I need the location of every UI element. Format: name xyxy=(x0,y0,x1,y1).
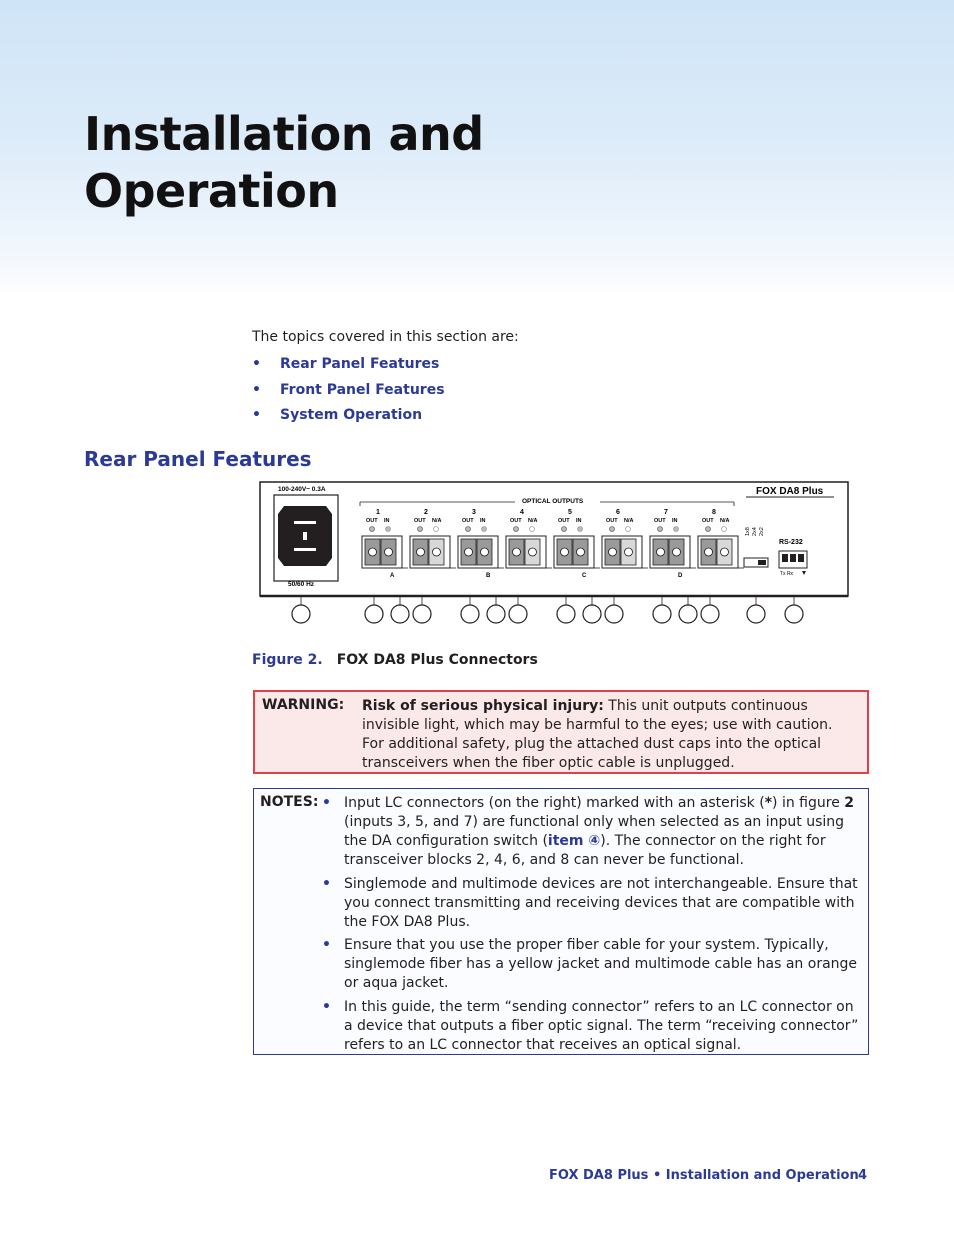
port-label-in: IN xyxy=(480,518,486,524)
callout-circle xyxy=(701,605,719,623)
led-icon xyxy=(418,527,423,532)
switch-label-2x2: 2x2 xyxy=(759,527,765,536)
lc-port-icon xyxy=(561,548,569,556)
item-4-link[interactable]: item ④ xyxy=(547,833,601,849)
callout-circle xyxy=(391,605,409,623)
callout-circle xyxy=(557,605,575,623)
led-icon xyxy=(674,527,679,532)
pair-letter: D xyxy=(678,573,683,579)
callout-circle xyxy=(653,605,671,623)
rear-panel-figure xyxy=(250,476,852,626)
figure-caption xyxy=(252,652,538,668)
warning-box xyxy=(253,690,869,774)
callout-circle xyxy=(365,605,383,623)
lc-port-icon xyxy=(705,548,713,556)
footer-title: FOX DA8 Plus • Installation and Operation xyxy=(549,1168,859,1183)
port-label-out: OUT xyxy=(510,518,522,524)
lc-port-icon xyxy=(369,548,377,556)
optical-outputs-label: OPTICAL OUTPUTS xyxy=(522,498,584,505)
port-label-in: N/A xyxy=(432,518,442,524)
lc-port-icon xyxy=(513,548,521,556)
port-label-in: N/A xyxy=(624,518,634,524)
callout-circle xyxy=(679,605,697,623)
topic-link-front-panel[interactable]: • Front Panel Features xyxy=(252,381,445,398)
notes-label: NOTES: xyxy=(260,794,319,810)
lc-port-icon xyxy=(625,548,633,556)
port-number: 3 xyxy=(472,509,476,516)
warning-text: Risk of serious physical injury: This unit outputs continuous invisible light, which may be harmful to the eyes; use with caution. For additional safety, plug the attached dust caps into the optical transceivers when the fiber optic cable is unplugged. xyxy=(362,698,833,771)
callouts xyxy=(292,596,803,623)
port-number: 2 xyxy=(424,509,428,516)
port-label-in: IN xyxy=(672,518,678,524)
intro-text: The topics covered in this section are: xyxy=(252,329,519,345)
txrx-label: Tx Rx xyxy=(780,571,794,577)
section-title: Rear Panel Features xyxy=(84,447,312,471)
led-icon xyxy=(530,527,535,532)
page-title-line2: Operation xyxy=(84,164,339,218)
port-number: 6 xyxy=(616,509,620,516)
port-label-out: OUT xyxy=(558,518,570,524)
port-number: 7 xyxy=(664,509,668,516)
callout-circle xyxy=(785,605,803,623)
power-rating-label: 100-240V~ 0.3A xyxy=(278,486,326,493)
lc-port-icon xyxy=(433,548,441,556)
led-icon xyxy=(610,527,615,532)
lc-port-icon xyxy=(657,548,665,556)
switch-label-1x8: 1x8 xyxy=(745,527,751,536)
led-icon xyxy=(434,527,439,532)
port-label-in: N/A xyxy=(720,518,730,524)
led-icon xyxy=(578,527,583,532)
lc-port-icon xyxy=(481,548,489,556)
led-icon xyxy=(482,527,487,532)
lc-port-icon xyxy=(465,548,473,556)
port-label-in: IN xyxy=(576,518,582,524)
port-number: 8 xyxy=(712,509,716,516)
figure-number: Figure 2. xyxy=(252,652,323,668)
led-icon xyxy=(722,527,727,532)
brand-label: FOX DA8 Plus xyxy=(756,486,824,497)
frequency-label: 50/60 Hz xyxy=(288,581,315,588)
port-number: 1 xyxy=(376,509,380,516)
port-label-out: OUT xyxy=(366,518,378,524)
topic-link-system-operation[interactable]: • System Operation xyxy=(252,407,423,423)
led-icon xyxy=(658,527,663,532)
callout-circle xyxy=(583,605,601,623)
page-title-line1: Installation and xyxy=(84,107,484,161)
led-icon xyxy=(386,527,391,532)
lc-port-icon xyxy=(385,548,393,556)
lc-port-icon xyxy=(673,548,681,556)
notes-box: NOTES: • Input LC connectors (on the right) marked with an asterisk (*) in figure 2 (inputs 3, 5, and 7) are functional only when selected as an input using the DA configuration switch (item ④). The connector on the right for transceiver blocks 2, 4, 6, and 8 can never be functional. • Singlemode and multimode devices are not interchangeable. Ensure that you connect transmitting and receiving devices that are compatible with the FOX DA8 Plus. • Ensure that you use the proper fiber cable for your system. Typically, singlemode fiber has a yellow jacket and multimode cable has an orange or aqua jacket. • In this guide, the term “sending connector” refers to an LC connector on a device that outputs a fiber optic signal. The term “receiving connector” refers to an LC connector that receives an optical signal. xyxy=(253,788,869,1055)
lc-port-icon xyxy=(577,548,585,556)
callout-circle xyxy=(605,605,623,623)
page-number: 4 xyxy=(858,1168,868,1183)
callout-circle xyxy=(747,605,765,623)
port-label-out: OUT xyxy=(462,518,474,524)
port-label-in: N/A xyxy=(528,518,538,524)
warning-label: WARNING: xyxy=(262,697,345,713)
led-icon xyxy=(466,527,471,532)
switch-label-2x4: 2x4 xyxy=(752,527,758,536)
port-number: 5 xyxy=(568,509,572,516)
rs232-label: RS-232 xyxy=(779,539,803,546)
port-label-out: OUT xyxy=(414,518,426,524)
port-label-out: OUT xyxy=(702,518,714,524)
lc-port-icon xyxy=(529,548,537,556)
lc-port-icon xyxy=(417,548,425,556)
page-title xyxy=(84,106,484,220)
port-label-in: IN xyxy=(384,518,390,524)
figure-title: FOX DA8 Plus Connectors xyxy=(336,652,538,668)
topic-link-rear-panel[interactable]: • Rear Panel Features xyxy=(252,356,440,372)
led-icon xyxy=(562,527,567,532)
callout-circle xyxy=(413,605,431,623)
lc-port-icon xyxy=(721,548,729,556)
lc-port-icon xyxy=(609,548,617,556)
led-icon xyxy=(370,527,375,532)
pair-letter: B xyxy=(486,573,491,579)
led-icon xyxy=(626,527,631,532)
led-icon xyxy=(514,527,519,532)
callout-circle xyxy=(292,605,310,623)
callout-circle xyxy=(509,605,527,623)
callout-circle xyxy=(487,605,505,623)
pair-letter: A xyxy=(390,573,395,579)
callout-circle xyxy=(461,605,479,623)
topic-list xyxy=(252,354,445,431)
led-icon xyxy=(706,527,711,532)
port-label-out: OUT xyxy=(606,518,618,524)
port-number: 4 xyxy=(520,509,524,516)
pair-letter: C xyxy=(582,573,587,579)
port-label-out: OUT xyxy=(654,518,666,524)
